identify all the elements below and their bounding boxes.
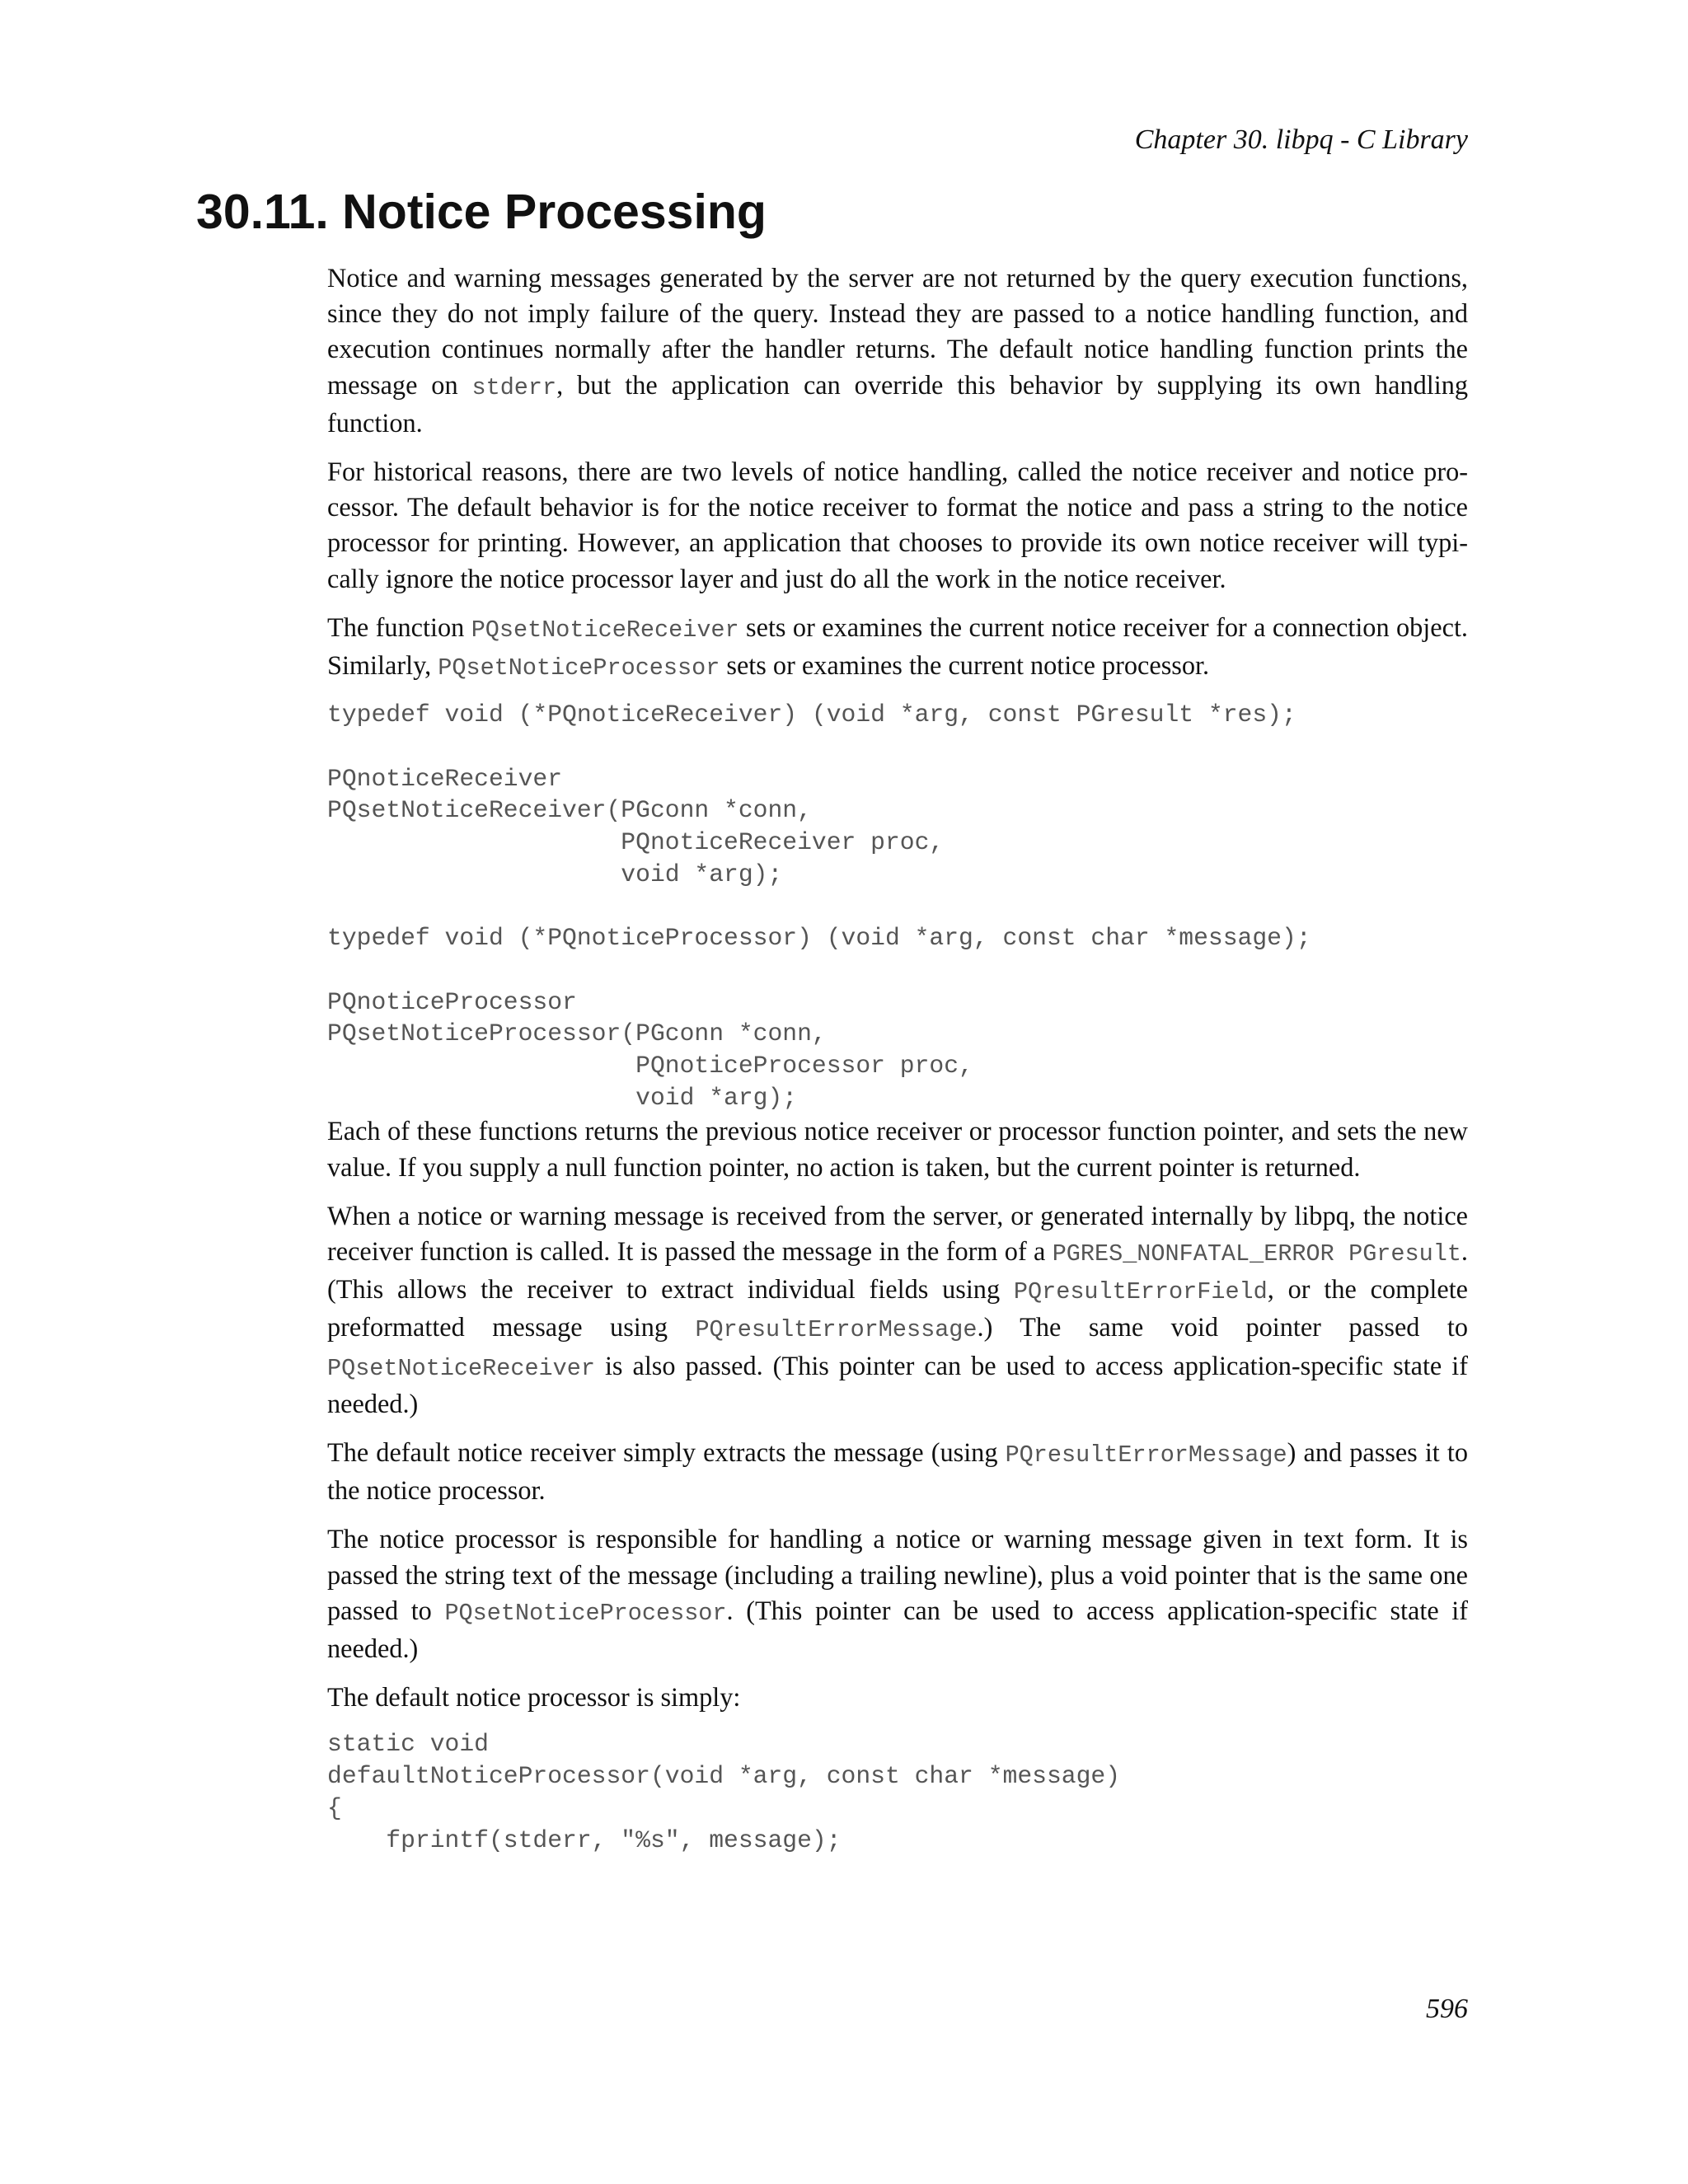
section-title: 30.11. Notice Processing	[196, 185, 767, 239]
code-block-prototypes: typedef void (*PQnoticeReceiver) (void *arg, const PGresult *res); PQnoticeReceiver PQsetNoticeReceiver(PGconn *conn, PQnoticeReceiver proc, void *arg); typedef void (*PQnoticeProcessor) (void *arg, const char *message); PQnoticeProcessor PQsetNoticeProcessor(PGconn *conn, PQnoticeProcessor proc, void *arg);	[327, 701, 1311, 1112]
paragraph-intro: Notice and warning messages generated by the server are not returned by the query execution functions, since they do not imply failure of the query. Instead they are passed to a notice handling function, and execution continues normally after the handler returns. The default notice handling function prints the message on stderr, but the application can override this behavior by supplying its own handling function.	[327, 263, 1469, 438]
inline-code: PGRES_NONFATAL_ERROR PGresult	[1052, 1240, 1461, 1268]
page-number: 596	[1426, 1994, 1468, 2024]
inline-code: PQsetNoticeReceiver	[327, 1354, 595, 1382]
paragraph-historical: For historical reasons, there are two levels of notice handling, called the notice receiver and notice processor. The default behavior is for the notice receiver to format the notice and pass a string to the notice processor for printing. However, an application that chooses to provide its own notice receiver will typically ignore the notice processor layer and just do all the work in the notice receiver.	[327, 457, 1468, 593]
inline-code: PQresultErrorMessage	[1005, 1441, 1287, 1469]
inline-code: PQsetNoticeProcessor	[438, 654, 720, 682]
inline-code: PQsetNoticeReceiver	[471, 616, 739, 644]
paragraph-processor: The notice processor is responsible for handling a notice or warning message given in text form. It is passed the string text of the message (including a trailing newline), plus a void pointer that is the same one passed to PQsetNoticeProcessor. (This pointer can be used to access application-specific state if needed.)	[327, 1524, 1469, 1664]
code-block-default-processor: static void defaultNoticeProcessor(void *arg, const char *message) { fprintf(stderr, "%s", message);	[327, 1730, 1121, 1854]
paragraph-functions: The function PQsetNoticeReceiver sets or examines the current notice receiver for a connection object. Similarly, PQsetNoticeProcessor sets or examines the current notice processor.	[327, 612, 1468, 682]
inline-code: PQresultErrorField	[1013, 1278, 1268, 1306]
section-body	[327, 260, 1468, 1856]
paragraph-default-receiver: The default notice receiver simply extracts the message (using PQresultErrorMessage) and passes it to the notice processor.	[327, 1437, 1468, 1506]
paragraph-receiver: When a notice or warning message is received from the server, or generated internally by libpq, the notice receiver function is called. It is passed the message in the form of a PGRES_NONFATAL_ERROR PGresult. (This allows the receiver to extract individual fields using PQresultErrorField, or the complete preformatted message using PQresultErrorMessage.) The same void pointer passed to PQsetNoticeReceiver is also passed. (This pointer can be used to access application-specific state if needed.)	[327, 1200, 1468, 1418]
paragraph-default-processor-intro: The default notice processor is simply:	[327, 1682, 741, 1713]
inline-code: PQresultErrorMessage	[695, 1316, 978, 1344]
paragraph-return-values: Each of these functions returns the previous notice receiver or processor function pointer, and sets the new value. If you supply a null function pointer, no action is taken, but the current pointer is returned.	[327, 1116, 1468, 1182]
inline-code: PQsetNoticeProcessor	[444, 1599, 727, 1627]
inline-code: stderr	[471, 373, 557, 401]
running-header: Chapter 30. libpq - C Library	[1134, 124, 1468, 155]
